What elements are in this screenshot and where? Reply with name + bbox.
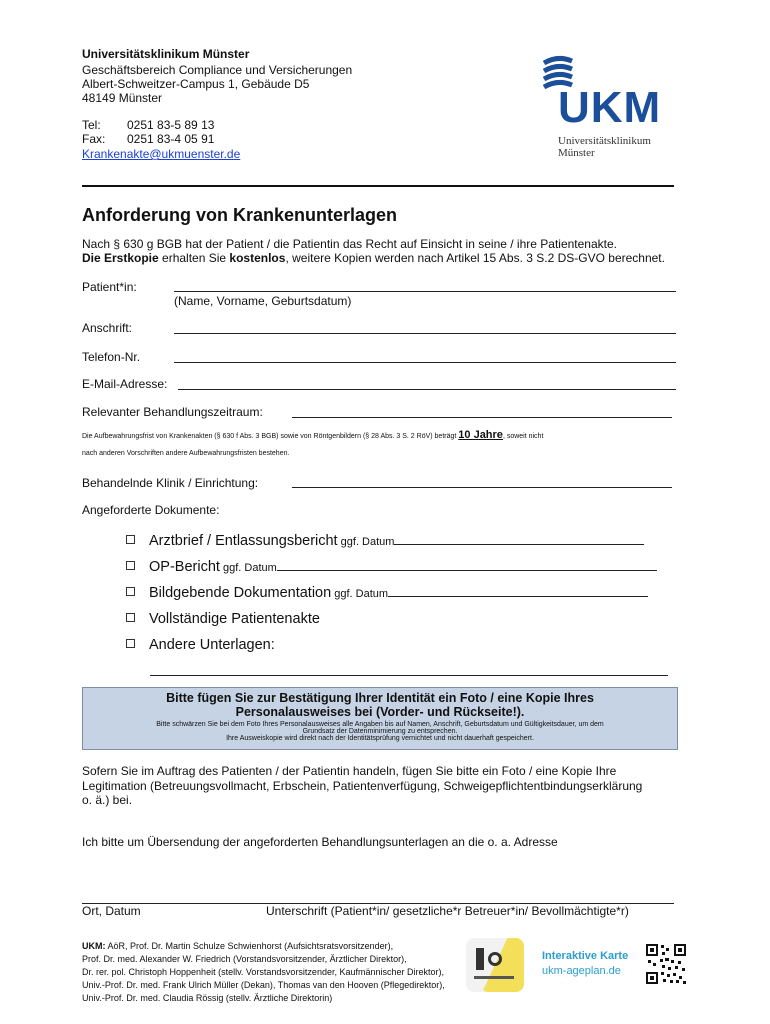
sender-dept: Geschäftsbereich Compliance und Versicherungen	[82, 63, 353, 77]
intro-line2: Die Erstkopie erhalten Sie kostenlos, weitere Kopien werden nach Artikel 15 Abs. 3 S.2 DS-GVO berechnet.	[82, 251, 665, 265]
clinic-label: Behandelnde Klinik / Einrichtung:	[82, 476, 259, 490]
address-field[interactable]	[174, 320, 676, 334]
map-title[interactable]: Interaktive Karte	[542, 950, 629, 962]
email-label: E-Mail-Adresse:	[82, 377, 168, 391]
checkbox[interactable]	[126, 535, 135, 544]
patient-field[interactable]	[174, 278, 676, 292]
footer-line-5: Univ.-Prof. Dr. med. Claudia Rössig (stellv. Ärztliche Direktorin)	[82, 993, 333, 1003]
legitimation-line3: o. ä.) bei.	[82, 793, 133, 807]
address-label: Anschrift:	[82, 321, 133, 335]
sender-street: Albert-Schweitzer-Campus 1, Gebäude D5	[82, 77, 310, 91]
page-title: Anforderung von Krankenunterlagen	[82, 205, 398, 225]
fax-value: 0251 83-4 05 91	[127, 132, 215, 146]
legitimation-line2: Legitimation (Betreuungsvollmacht, Erbschein, Patientenverfügung, Schweigepflichtentbindungserklärung	[82, 779, 643, 793]
patient-label: Patient*in:	[82, 280, 137, 294]
other-documents-field[interactable]	[150, 662, 668, 676]
tel-value: 0251 83-5 89 13	[127, 118, 215, 132]
period-label: Relevanter Behandlungszeitraum:	[82, 405, 263, 419]
sender-city: 48149 Münster	[82, 91, 163, 105]
place-date-label: Ort, Datum	[82, 904, 141, 918]
legitimation-line1: Sofern Sie im Auftrag des Patienten / der Patientin handeln, fügen Sie bitte ein Foto / eine Kopie Ihre	[82, 764, 617, 778]
checkbox[interactable]	[126, 587, 135, 596]
doc-item-op-bericht[interactable]: OP-Bericht ggf. Datum	[126, 559, 657, 575]
signature-label: Unterschrift (Patient*in/ gesetzliche*r Betreuer*in/ Bevollmächtigte*r)	[266, 904, 629, 918]
doc-item-bildgebung[interactable]: Bildgebende Dokumentation ggf. Datum	[126, 585, 648, 601]
intro-line1: Nach § 630 g BGB hat der Patient / die Patientin das Recht auf Einsicht in seine / ihre Patientenakte.	[82, 237, 617, 251]
notice-small-2: Grundsatz der Datenminimierung zu entsprechen.	[302, 728, 458, 735]
logo-line2: Münster	[558, 147, 595, 159]
checkbox[interactable]	[126, 639, 135, 648]
logo-abbr: UKM	[558, 83, 662, 132]
tel-label: Tel:	[82, 118, 101, 132]
logo-line1: Universitätsklinikum	[558, 135, 651, 147]
checkbox[interactable]	[126, 561, 135, 570]
footer-line-2: Prof. Dr. med. Alexander W. Friedrich (Vorstandsvorsitzender, Ärztlicher Direktor),	[82, 954, 407, 964]
notice-heading-1: Bitte fügen Sie zur Bestätigung Ihrer Identität ein Foto / eine Kopie Ihres	[166, 691, 594, 705]
footer-line-4: Univ.-Prof. Dr. med. Frank Ulrich Müller (Dekan), Thomas van den Hooven (Pflegedirektor),	[82, 980, 445, 990]
footer-line-1: UKM: AöR, Prof. Dr. Martin Schulze Schwienhorst (Aufsichtsratsvorsitzender),	[82, 941, 394, 951]
notice-small-1: Bitte schwärzen Sie bei dem Foto Ihres Personalausweises alle Angaben bis auf Namen, Anschrift, Geburtsdatum und Gültigkeitsdauer, um dem	[156, 721, 604, 728]
doc-item-arztbrief[interactable]: Arztbrief / Entlassungsbericht ggf. Datum	[126, 533, 644, 549]
doc-item-andere[interactable]: Andere Unterlagen:	[126, 637, 275, 653]
period-field[interactable]	[292, 404, 672, 418]
footer-line-3: Dr. rer. pol. Christoph Hoppenheit (stellv. Vorstandsvorsitzender, Kaufmännischer Direktor),	[82, 967, 444, 977]
doc-item-patientenakte[interactable]: Vollständige Patientenakte	[126, 611, 320, 627]
clinic-field[interactable]	[292, 474, 672, 488]
phone-label: Telefon-Nr.	[82, 350, 141, 364]
checkbox[interactable]	[126, 613, 135, 622]
qr-code-icon[interactable]	[645, 943, 687, 985]
footer-board	[82, 940, 445, 1005]
fax-label: Fax:	[82, 132, 106, 146]
email-field[interactable]	[178, 376, 676, 390]
signature-field[interactable]	[82, 890, 674, 904]
documents-label: Angeforderte Dokumente:	[82, 503, 220, 517]
map-url[interactable]: ukm-ageplan.de	[542, 965, 621, 977]
request-text: Ich bitte um Übersendung der angeforderten Behandlungsunterlagen an die o. a. Adresse	[82, 835, 558, 849]
patient-hint: (Name, Vorname, Geburtsdatum)	[174, 294, 352, 308]
id-notice-box	[82, 687, 678, 750]
notice-heading-2: Personalausweises bei (Vorder- und Rückseite!).	[235, 705, 525, 719]
award-badge-icon	[466, 938, 524, 992]
phone-field[interactable]	[174, 349, 676, 363]
retention-note: Die Aufbewahrungsfrist von Krankenakten (§ 630 f Abs. 3 BGB) sowie von Röntgenbildern (§ 28 Abs. 3 S. 2 RöV) beträgt 10 Jahre, soweit nicht	[82, 429, 544, 441]
retention-note-2: nach anderen Vorschriften andere Aufbewahrungsfristen bestehen.	[82, 450, 290, 457]
email-link[interactable]: Krankenakte@ukmuenster.de	[82, 147, 241, 161]
sender-org: Universitätsklinikum Münster	[82, 47, 250, 61]
ukm-logo	[542, 55, 672, 165]
notice-small-3: Ihre Ausweiskopie wird direkt nach der Identitätsprüfung vernichtet und nicht dauerhaft gespeichert.	[226, 735, 534, 742]
header-separator	[82, 185, 674, 187]
